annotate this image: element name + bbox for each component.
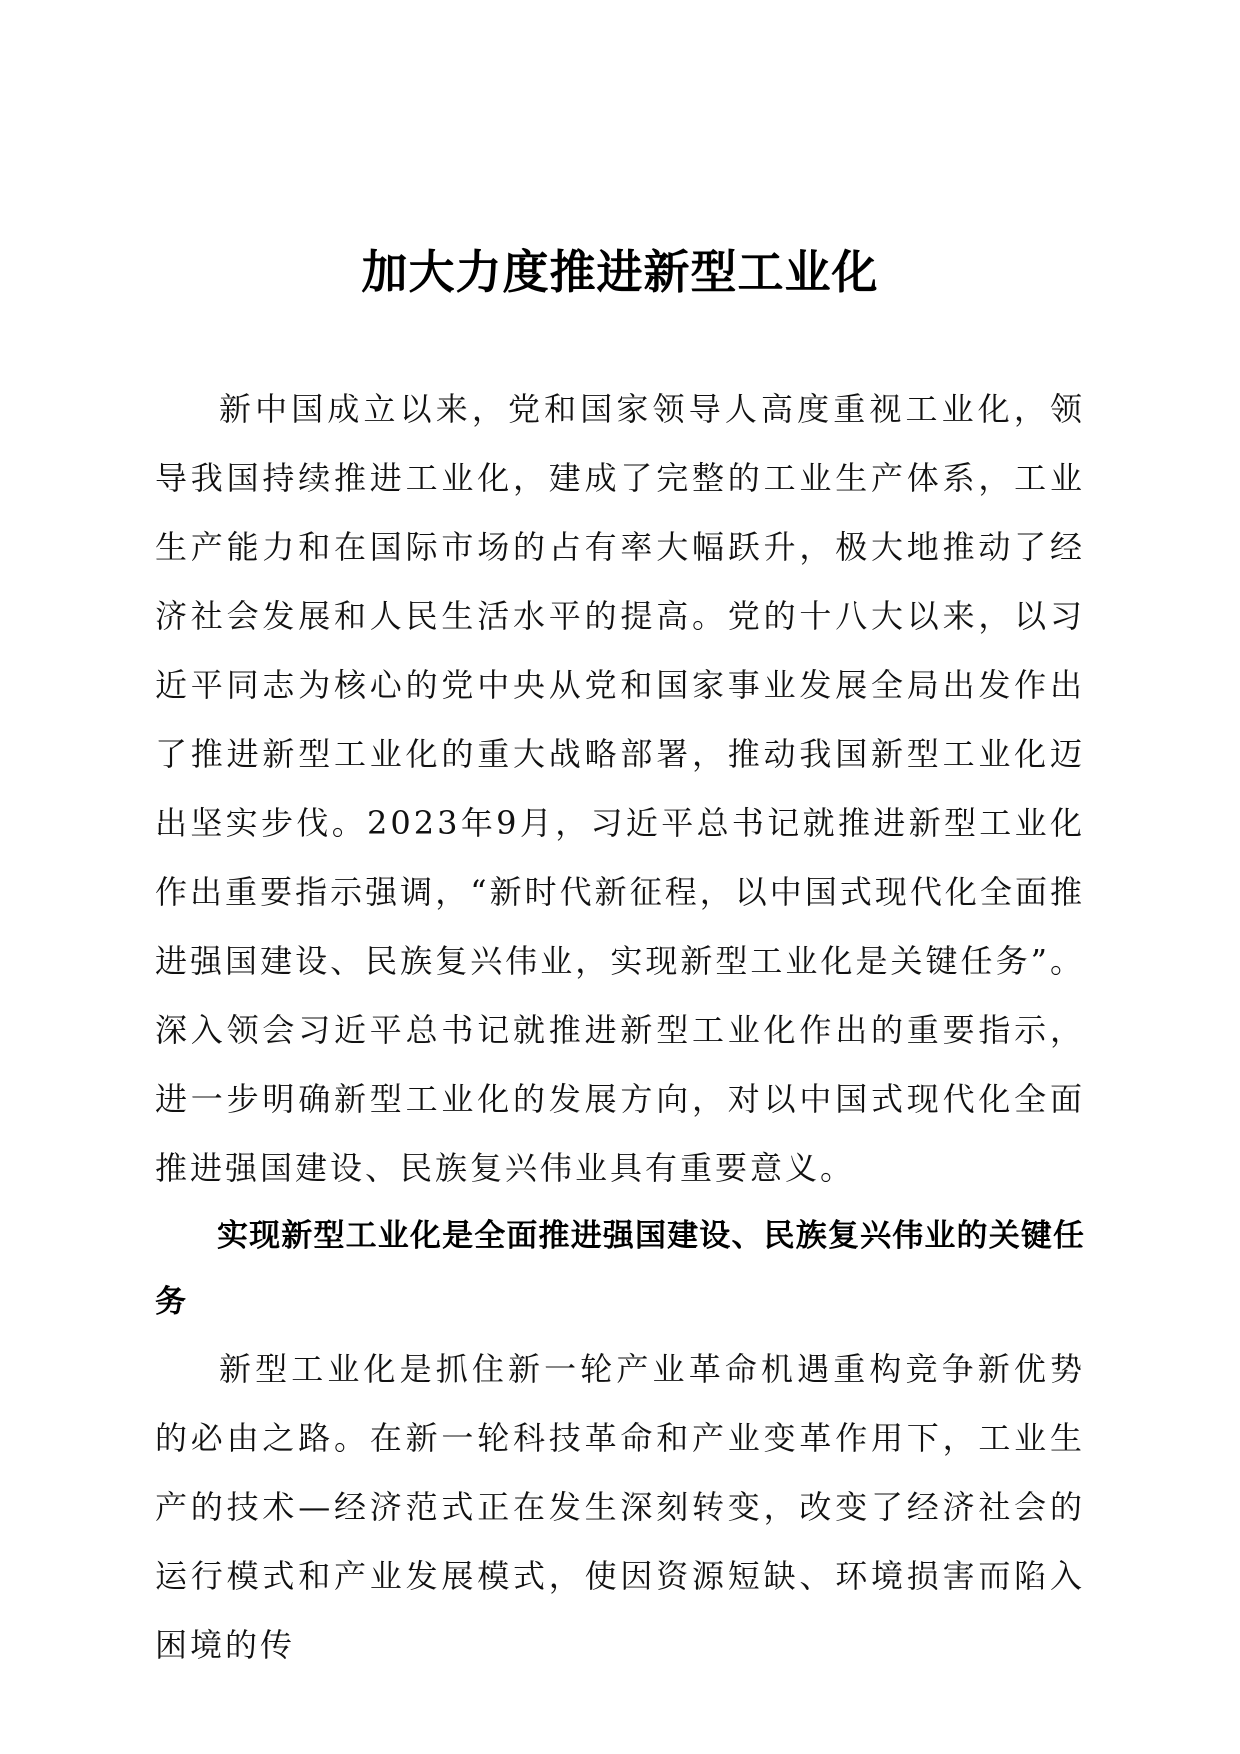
document-title: 加大力度推进新型工业化 [361, 245, 879, 299]
body-paragraph: 新型工业化是抓住新一轮产业革命机遇重构竞争新优势的必由之路。在新一轮科技革命和产业变革作用下，工业生产的技术—经济范式正在发生深刻转变，改变了经济社会的运行模式和产业发展模式，使因资源短缺、环境损害而陷入困境的传 [155, 1350, 1085, 1664]
section-subheading: 实现新型工业化是全面推进强国建设、民族复兴伟业的关键任务 [155, 1218, 1085, 1320]
document-body [155, 375, 1085, 1680]
body-paragraph: 新中国成立以来，党和国家领导人高度重视工业化，领导我国持续推进工业化，建成了完整的工业生产体系，工业生产能力和在国际市场的占有率大幅跃升，极大地推动了经济社会发展和人民生活水平的提高。党的十八大以来，以习近平同志为核心的党中央从党和国家事业发展全局出发作出了推进新型工业化的重大战略部署，推动我国新型工业化迈出坚实步伐。2023年9月，习近平总书记就推进新型工业化作出重要指示强调，“新时代新征程，以中国式现代化全面推进强国建设、民族复兴伟业，实现新型工业化是关键任务”。深入领会习近平总书记就推进新型工业化作出的重要指示，进一步明确新型工业化的发展方向，对以中国式现代化全面推进强国建设、民族复兴伟业具有重要意义。 [155, 390, 1085, 1187]
